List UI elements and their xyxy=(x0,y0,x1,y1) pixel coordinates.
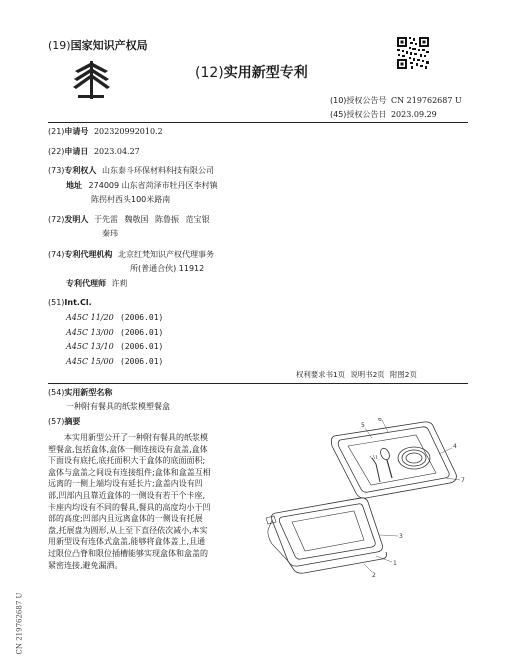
abstract-line: 用新型设有连体式盒盖,能够将盒体盖上,且通 xyxy=(48,537,206,547)
agent-label: 专利代理师 xyxy=(66,279,106,288)
inventors-line-2: 秦玮 xyxy=(102,229,118,238)
abstract-line: 盒体与盒盖之间设有连接组件;盒体和盒盖互相 xyxy=(48,467,211,477)
inventors-row xyxy=(48,215,210,225)
agency-code: (74) xyxy=(48,250,65,259)
ipc-entry: A45C 13/00 (2006.01) xyxy=(66,327,164,337)
agency-line-2: 所(普通合伙) 11912 xyxy=(130,264,205,273)
top-rule xyxy=(48,122,468,123)
abstract-line: 紧密连接,避免漏洒。 xyxy=(48,560,123,570)
agency-row xyxy=(48,250,214,260)
kind-line xyxy=(195,64,308,82)
abstract-line: 盘,托展盘为圆形,从上至下直径依次减小,本实 xyxy=(48,525,208,535)
abstract-heading xyxy=(48,417,80,427)
office-name: 国家知识产权局 xyxy=(70,39,148,52)
qr-code xyxy=(396,36,430,70)
page-counts: 权利要求书1页 说明书2页 附图2页 xyxy=(296,370,417,379)
figure-label: 5 xyxy=(361,422,365,429)
pub-no-label: (10)授权公告号 xyxy=(330,96,387,105)
app-no-label: 申请号 xyxy=(64,127,89,136)
address-label: 地址 xyxy=(66,181,82,190)
office-number: (19) xyxy=(48,39,71,52)
figure-label: 6 xyxy=(378,418,382,423)
abstract-line: 远离的一侧上端均设有延长片;盒盖内设有凹 xyxy=(48,479,203,489)
abstract-line: 部的高度;凹部内且远离盒体的一侧设有托展 xyxy=(48,514,203,524)
kind-title: 实用新型专利 xyxy=(223,65,308,81)
utility-title: 一种附有餐具的纸浆模塑餐盒 xyxy=(66,402,170,411)
title-code: (54) xyxy=(48,388,65,397)
office-line xyxy=(48,39,148,52)
ipc-list xyxy=(66,313,163,371)
side-code-wrap xyxy=(14,592,26,656)
pub-date-row xyxy=(330,110,437,120)
app-no-value: 202320992010.2 xyxy=(93,127,163,136)
patentee-label: 专利权人 xyxy=(64,166,97,175)
address-row xyxy=(66,181,218,191)
abstract-line: 部,凹部内且靠近盒体的一侧设有若干个卡座, xyxy=(48,490,206,500)
abstract-figure xyxy=(264,418,470,578)
figure-label: 1 xyxy=(393,560,397,567)
pub-no-value: CN 219762687 U xyxy=(390,96,462,105)
app-no-row xyxy=(48,127,163,137)
abstract-line: 过限位凸脊和限位插槽能够实现盒体和盒盖的 xyxy=(48,548,208,558)
patentee-value: 山东泰斗环保材料科技有限公司 xyxy=(101,166,214,175)
agency-line-1: 北京红梵知识产权代理事务 xyxy=(117,250,214,259)
app-date-label: 申请日 xyxy=(64,147,89,156)
figure-label: 3 xyxy=(399,533,403,540)
abstract-line: 下面设有底托,底托面积大于盒体的底面面积; xyxy=(48,456,206,466)
figure-label: 4 xyxy=(453,443,457,450)
figure-label: 2 xyxy=(372,572,376,578)
address-line-1: 274009 山东省菏泽市牡丹区李村镇 xyxy=(88,181,218,190)
figure-label: 7 xyxy=(461,477,465,484)
agent-row xyxy=(66,279,128,289)
inventors-label: 发明人 xyxy=(64,215,89,224)
ipc-entry: A45C 15/00 (2006.01) xyxy=(66,356,164,366)
abstract-code: (57) xyxy=(48,417,65,426)
address-line-2: 陈拐村西头100米路南 xyxy=(91,195,171,204)
agent-value: 许莉 xyxy=(111,279,128,288)
kind-number: (12) xyxy=(195,65,224,81)
utility-title-row xyxy=(48,388,112,398)
app-no-code: (21) xyxy=(48,127,65,136)
app-date-value: 2023.04.27 xyxy=(93,147,140,156)
ipc-entry: A45C 11/20 (2006.01) xyxy=(66,313,164,322)
pub-no-row xyxy=(330,96,462,106)
ipc-label: Int.Cl. xyxy=(64,298,92,307)
pub-date-label: (45)授权公告日 xyxy=(330,110,387,119)
inventors-line-1: 于先雷 魏敬国 陈鲁振 范宝银 xyxy=(93,215,210,224)
title-label: 实用新型名称 xyxy=(64,388,113,397)
abstract-line: 本实用新型公开了一种附有餐具的纸浆模 xyxy=(64,433,208,442)
inventors-code: (72) xyxy=(48,215,65,224)
section-rule xyxy=(48,383,468,384)
abstract-line: 卡座内均设有不同的餐具,餐具的高度均小于凹 xyxy=(48,502,211,512)
ipc-code: (51) xyxy=(48,298,65,307)
pub-date-value: 2023.09.29 xyxy=(390,110,437,119)
cnipa-logo xyxy=(66,55,116,101)
abstract-line: 塑餐盒,包括盒体,盒体一侧连接设有盒盖,盒体 xyxy=(48,444,208,454)
ipc-row xyxy=(48,298,92,308)
side-code: CN 219762687 U xyxy=(15,592,24,655)
patentee-row xyxy=(48,166,214,176)
app-date-code: (22) xyxy=(48,147,65,156)
abstract-label: 摘要 xyxy=(64,417,81,426)
patentee-code: (73) xyxy=(48,166,65,175)
agency-label: 专利代理机构 xyxy=(64,250,113,259)
app-date-row xyxy=(48,147,140,157)
abstract-text xyxy=(48,432,262,571)
ipc-entry: A45C 13/10 (2006.01) xyxy=(66,342,164,351)
